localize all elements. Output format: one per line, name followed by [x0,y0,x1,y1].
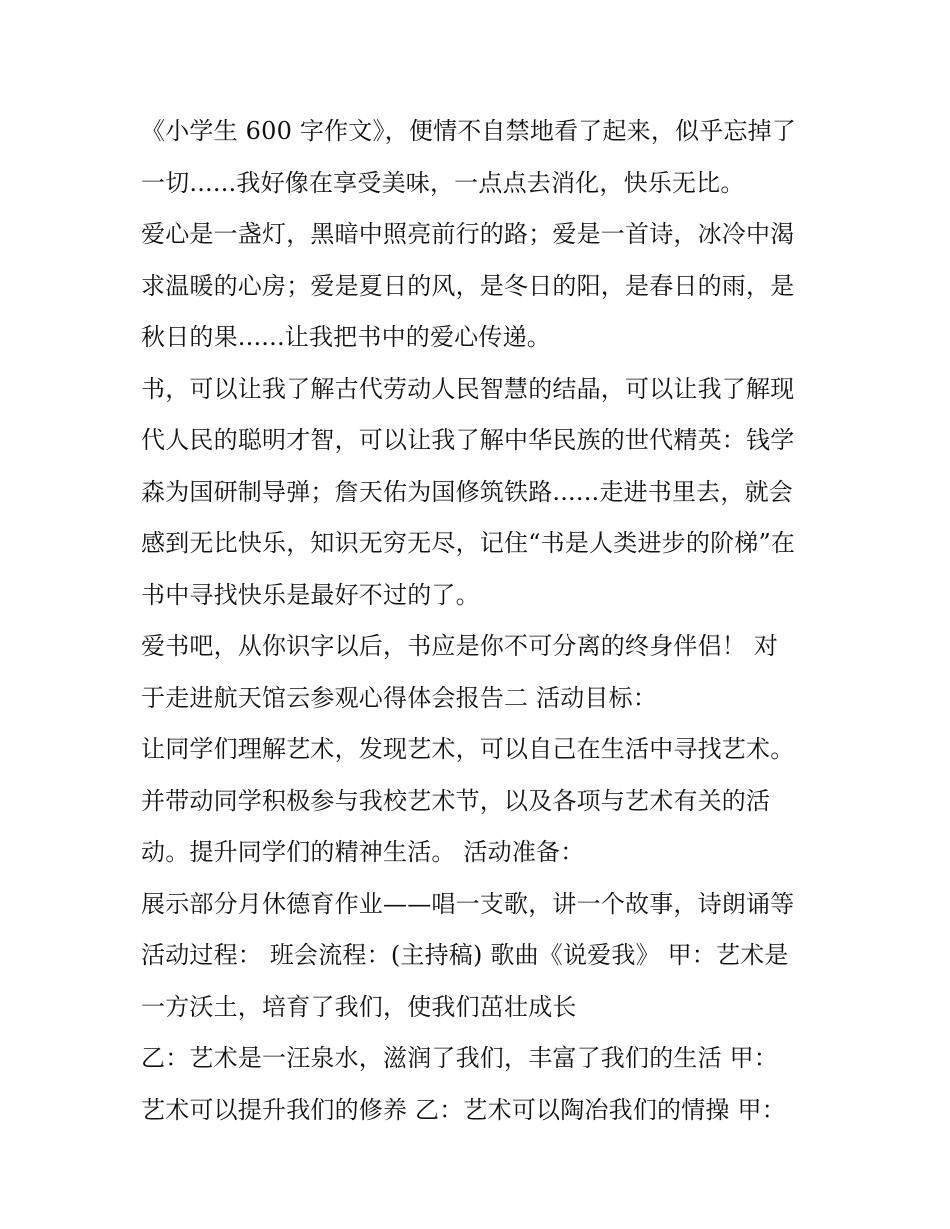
text-line: 秋日的果......让我把书中的爱心传递。 [141,323,551,351]
text-line: 一方沃土，培育了我们，使我们茁壮成长 [141,992,577,1021]
text-line: 感到无比快乐，知识无穷无尽，记住“书是人类进步的阶梯”在 [141,529,796,557]
text-line: 乙：艺术是一汪泉水，滋润了我们，丰富了我们的生活 甲： [141,1044,779,1072]
text-line: 爱心是一盏灯，黑暗中照亮前行的路；爱是一首诗，冰冷中渴 [141,220,795,248]
text-line: 于走进航天馆云参观心得体会报告二 活动目标： [141,683,658,712]
text-line: 并带动同学积极参与我校艺术节，以及各项与艺术有关的活 [141,786,771,815]
text-line: 书，可以让我了解古代劳动人民智慧的结晶，可以让我了解现 [141,374,795,403]
text-line: 求温暖的心房；爱是夏日的风，是冬日的阳，是春日的雨，是 [141,271,795,300]
text-line: 艺术可以提升我们的修养 乙：艺术可以陶冶我们的情操 甲： [141,1095,786,1124]
document-body [141,106,821,1136]
text-line: 让同学们理解艺术，发现艺术，可以自己在生活中寻找艺术。 [141,735,795,763]
text-line: 活动过程： 班会流程：(主持稿) 歌曲《说爱我》 甲：艺术是 [141,941,789,969]
text-line: 一切......我好像在享受美味，一点点去消化，快乐无比。 [141,168,745,197]
text-line: 展示部分月休德育作业——唱一支歌，讲一个故事，诗朗诵等 [141,889,795,918]
text-line: 《小学生 600 字作文》，便情不自禁地看了起来，似乎忘掉了 [141,117,797,145]
text-line: 爱书吧，从你识字以后，书应是你不可分离的终身伴侣！ 对 [141,632,779,660]
text-line: 森为国研制导弹；詹天佑为国修筑铁路......走进书里去，就会 [141,477,793,506]
text-line: 书中寻找快乐是最好不过的了。 [141,580,480,609]
text-line: 代人民的聪明才智，可以让我了解中华民族的世代精英：钱学 [141,426,795,454]
text-line: 动。提升同学们的精神生活。 活动准备： [141,838,585,866]
